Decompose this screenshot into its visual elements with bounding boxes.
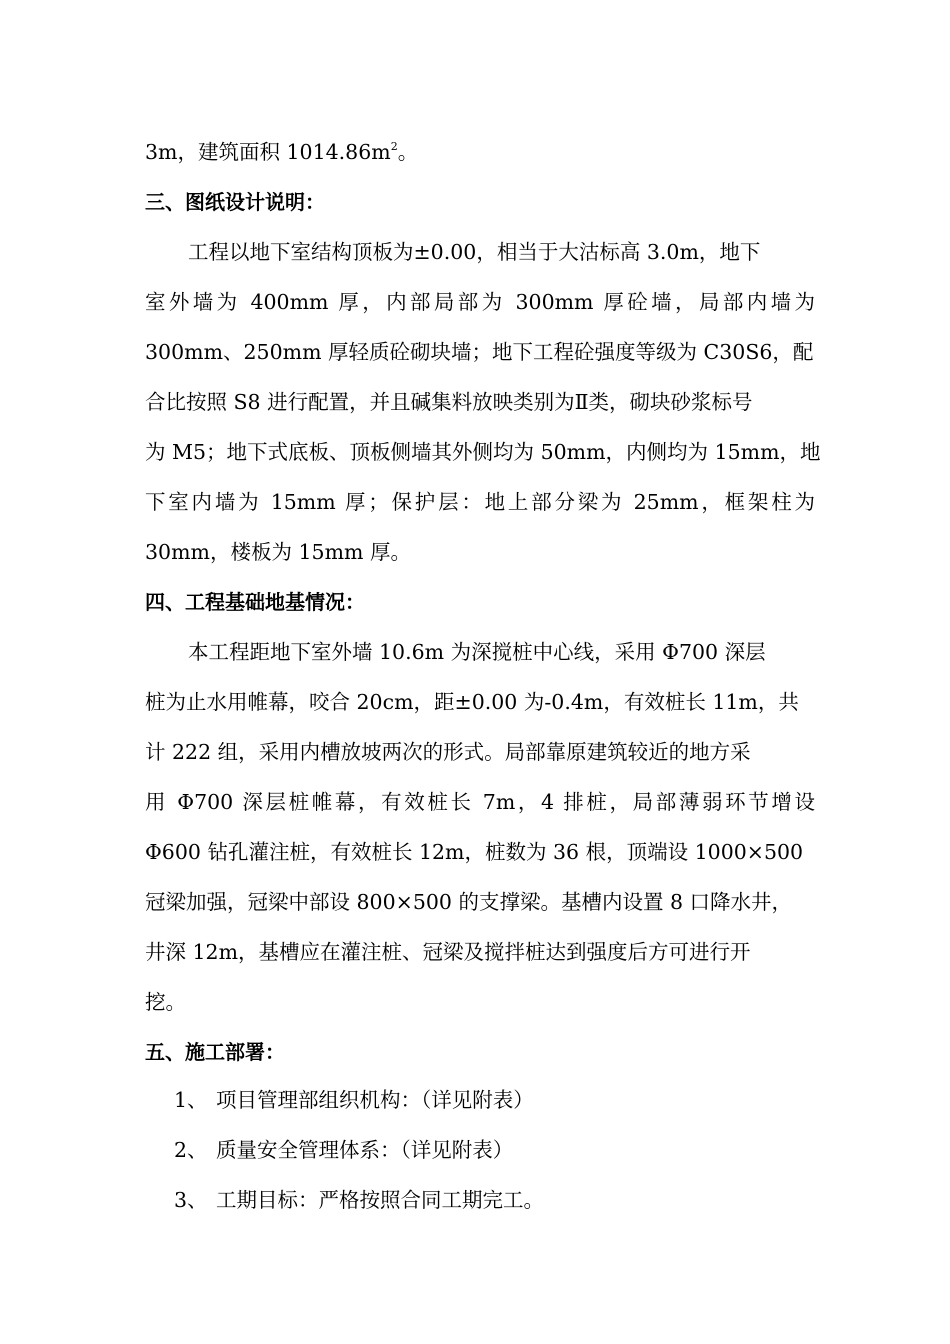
paragraph-line: 冠梁加强，冠梁中部设 800×500 的支撑梁。基槽内设置 8 口降水井， (145, 890, 793, 914)
list-item (174, 1187, 544, 1213)
superscript: 2 (390, 140, 398, 153)
paragraph-line: 工程以地下室结构顶板为±0.00，相当于大沽标高 3.0m，地下 (188, 240, 761, 264)
section-heading-5: 五、施工部署： (145, 1040, 285, 1064)
paragraph-line: 用 Φ700 深层桩帷幕，有效桩长 7m，4 排桩，局部薄弱环节增设 (145, 790, 815, 814)
paragraph-line: 本工程距地下室外墙 10.6m 为深搅桩中心线，采用 Φ700 深层 (188, 640, 766, 664)
paragraph-line: 桩为止水用帷幕，咬合 20cm，距±0.00 为-0.4m，有效桩长 11m，共 (145, 690, 799, 714)
list-text: 工期目标：严格按照合同工期完工。 (216, 1188, 544, 1212)
paragraph-line: 为 M5；地下式底板、顶板侧墙其外侧均为 50mm，内侧均为 15mm，地 (145, 440, 821, 464)
paragraph-line (145, 139, 815, 165)
paragraph-line: Φ600 钻孔灌注桩，有效桩长 12m，桩数为 36 根，顶端设 1000×500 (145, 840, 804, 864)
paragraph-line: 300mm、250mm 厚轻质砼砌块墙；地下工程砼强度等级为 C30S6，配 (145, 340, 814, 364)
list-number: 2、 (174, 1138, 208, 1162)
paragraph-line: 计 222 组，采用内槽放坡两次的形式。局部靠原建筑较近的地方采 (145, 740, 751, 764)
list-item (174, 1087, 534, 1113)
list-text: 项目管理部组织机构：（详见附表） (216, 1088, 534, 1112)
list-number: 3、 (174, 1188, 208, 1212)
paragraph-line: 室外墙为 400mm 厚，内部局部为 300mm 厚砼墙，局部内墙为 (145, 290, 815, 314)
paragraph-line: 挖。 (145, 990, 186, 1014)
paragraph-line: 井深 12m，基槽应在灌注桩、冠梁及搅拌桩达到强度后方可进行开 (145, 940, 751, 964)
period: 。 (397, 140, 419, 164)
list-number: 1、 (174, 1088, 208, 1112)
list-text: 质量安全管理体系：（详见附表） (216, 1138, 514, 1162)
paragraph-line: 下室内墙为 15mm 厚；保护层：地上部分梁为 25mm，框架柱为 (145, 490, 815, 514)
paragraph-line: 合比按照 S8 进行配置，并且碱集料放映类别为Ⅱ类，砌块砂浆标号 (145, 390, 753, 414)
section-heading-4: 四、工程基础地基情况： (145, 590, 365, 614)
area-text: 3m，建筑面积 1014.86m (145, 140, 391, 164)
section-heading-3: 三、图纸设计说明： (145, 190, 325, 214)
list-item (174, 1137, 513, 1163)
paragraph-line: 30mm，楼板为 15mm 厚。 (145, 540, 411, 564)
